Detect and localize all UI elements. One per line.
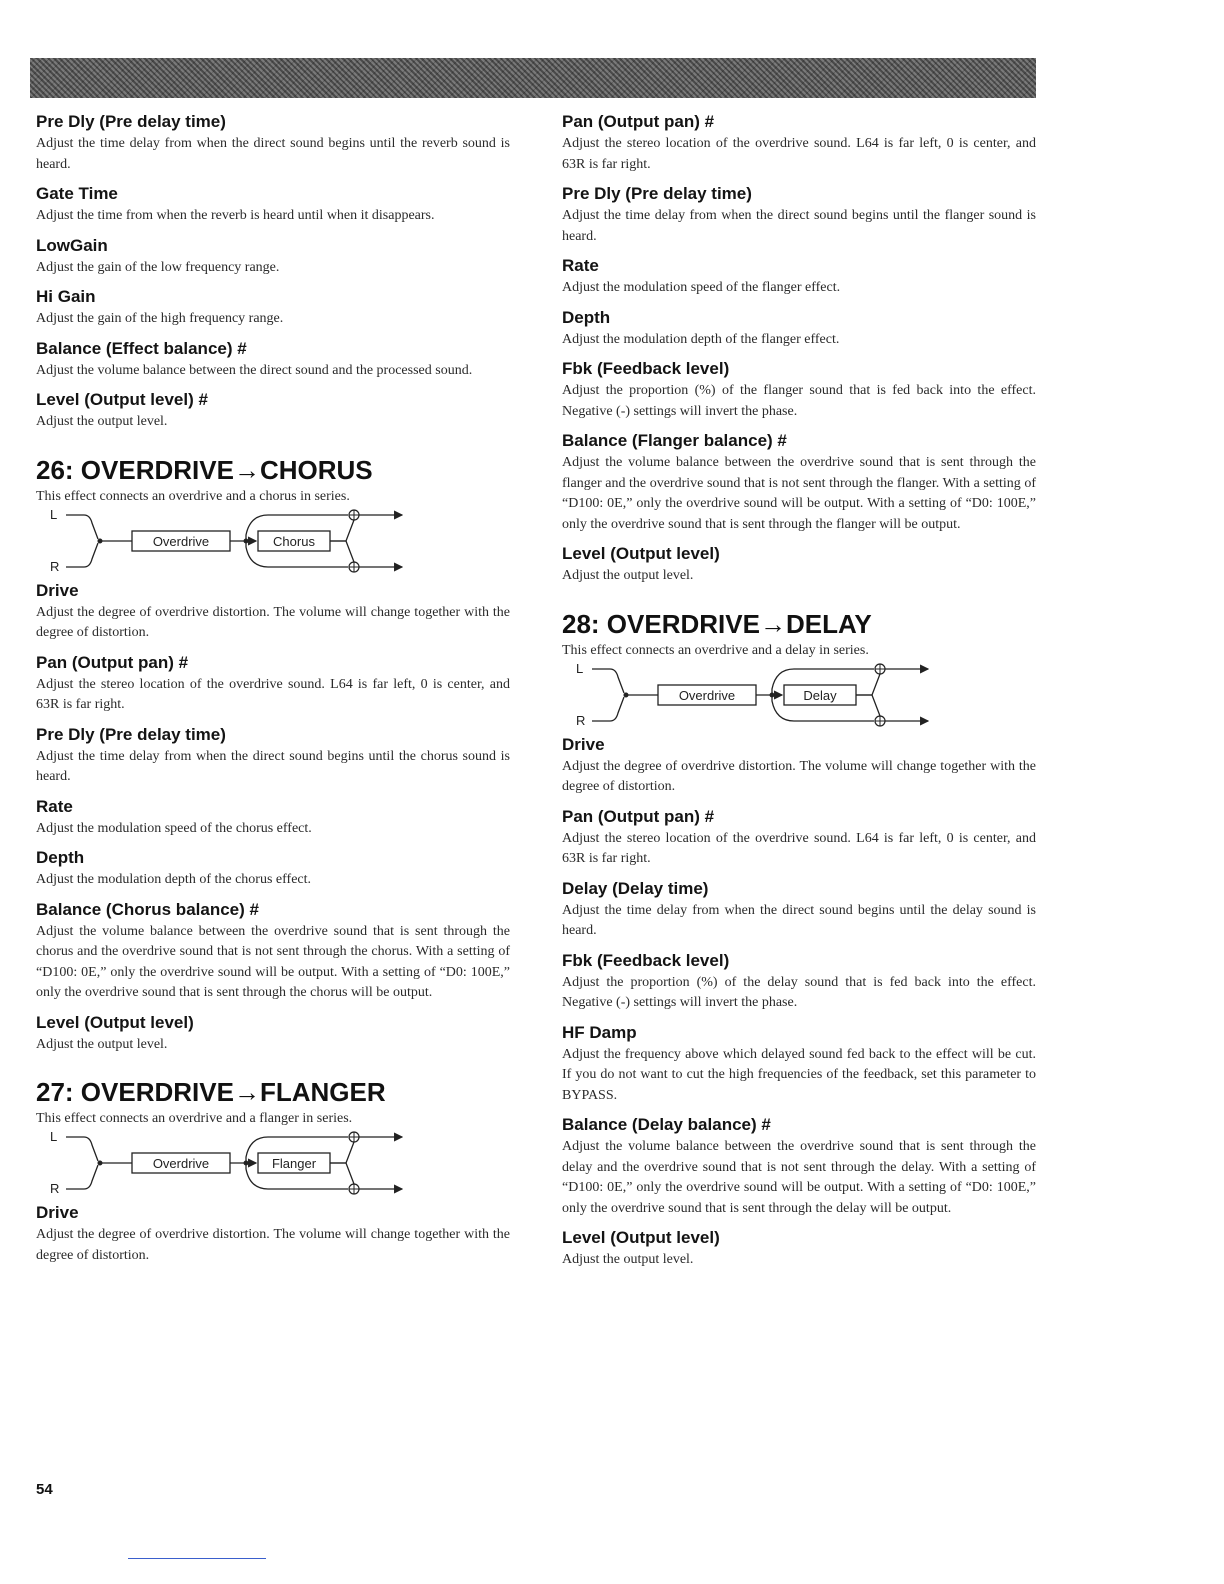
page-number: 54 [36, 1481, 53, 1498]
right-column [562, 112, 1036, 1280]
parameter-entry [36, 653, 510, 716]
parameter-description: Adjust the time delay from when the direct sound begins until the delay sound is heard. [562, 902, 1036, 938]
parameter-entry [562, 184, 1036, 247]
parameter-entry [36, 1013, 510, 1056]
section-intro: This effect connects an overdrive and a chorus in series. [36, 488, 350, 504]
wet-line-right [856, 695, 880, 716]
parameter-name: Fbk (Feedback level) [562, 950, 730, 970]
parameter-entry [36, 339, 510, 382]
parameter-entry [36, 900, 510, 1004]
sum-icon [349, 1184, 359, 1194]
parameter-name: Level (Output level) [562, 1228, 720, 1247]
parameter-name: Level (Output level) [562, 544, 720, 563]
parameter-entry [36, 236, 510, 279]
diagram-slot [562, 663, 1036, 729]
parameter-name: Rate [36, 796, 73, 816]
entry-list [562, 735, 1036, 1271]
block-2-label: Chorus [273, 533, 315, 549]
input-label-right: R [50, 1181, 60, 1196]
parameter-description: Adjust the modulation depth of the flanger effect. [562, 331, 840, 347]
parameter-name: Pre Dly (Pre delay time) [562, 184, 752, 203]
parameter-entry [36, 797, 510, 840]
parameter-entry [562, 951, 1036, 1014]
parameter-description: Adjust the degree of overdrive distortion. The volume will change together with the degree of distortion. [36, 604, 510, 640]
parameter-name: Drive [36, 580, 79, 600]
block-2-label: Delay [803, 687, 837, 703]
parameter-description: Adjust the stereo location of the overdrive sound. L64 is far left, 0 is center, and 63R is far right. [36, 676, 510, 712]
parameter-entry [36, 725, 510, 788]
diagram-slot [36, 1131, 510, 1197]
parameter-name: Pan (Output pan) # [562, 112, 715, 131]
block-1-label: Overdrive [152, 1156, 210, 1171]
entry-list [562, 112, 1036, 587]
input-line-right [592, 697, 624, 721]
parameter-description: Adjust the time from when the reverb is heard until when it disappears. [36, 208, 435, 223]
entry-list [36, 112, 510, 433]
parameter-entry [562, 735, 1036, 798]
parameter-name: Pre Dly (Pre delay time) [36, 112, 226, 131]
signal-flow-diagram [36, 1131, 416, 1197]
parameter-entry [36, 184, 510, 227]
input-label-left: L [50, 508, 58, 522]
parameter-name: Balance (Delay balance) # [562, 1115, 771, 1134]
sum-icon [349, 510, 359, 520]
input-label-right: R [576, 712, 586, 728]
parameter-entry [36, 848, 510, 891]
parameter-entry [562, 544, 1036, 587]
parameter-name: Rate [562, 256, 599, 275]
parameter-description: Adjust the time delay from when the direct sound begins until the flanger sound is heard. [562, 208, 1036, 244]
input-label-left: L [576, 662, 584, 676]
parameter-name: Pan (Output pan) # [562, 806, 715, 826]
left-column [36, 112, 510, 1275]
entry-list [36, 581, 510, 1056]
parameter-description: Adjust the modulation speed of the chorus effect. [36, 820, 312, 836]
parameter-entry [562, 1023, 1036, 1107]
parameter-description: Adjust the degree of overdrive distortion. The volume will change together with the degree of distortion. [36, 1227, 510, 1263]
signal-flow-diagram [36, 509, 416, 575]
parameter-description: Adjust the modulation depth of the chorus effect. [36, 872, 312, 887]
input-line-left [592, 669, 624, 693]
sum-icon [349, 1132, 359, 1142]
block-1-label: Overdrive [678, 687, 736, 703]
parameter-description: Adjust the proportion (%) of the flanger sound that is fed back into the effect. Negative (-) settings will invert the phase. [562, 383, 1036, 419]
block-1-label: Overdrive [152, 533, 210, 549]
diagram-slot [36, 509, 510, 575]
input-line-left [66, 515, 98, 539]
parameter-description: Adjust the volume balance between the overdrive sound that is sent through the flanger and the overdrive sound that is not sent through the flanger. With a setting of “D100: 0E,” only the overdrive sound will be output. With a setting of “D0: 100E,” only the overdrive sound that is sent through the flanger will be output. [562, 455, 1036, 532]
parameter-entry [562, 256, 1036, 299]
input-line-right [66, 1165, 98, 1189]
parameter-entry [562, 1228, 1036, 1271]
parameter-name: Depth [562, 307, 611, 327]
parameter-entry [562, 879, 1036, 942]
parameter-entry [562, 431, 1036, 535]
parameter-description: Adjust the gain of the low frequency range. [36, 259, 280, 275]
parameter-name: Fbk (Feedback level) [562, 359, 730, 378]
parameter-description: Adjust the output level. [562, 1252, 694, 1267]
parameter-description: Adjust the modulation speed of the flanger effect. [562, 280, 841, 295]
parameter-description: Adjust the volume balance between the direct sound and the processed sound. [36, 362, 473, 378]
wet-line-right [330, 541, 354, 562]
parameter-entry [562, 359, 1036, 422]
parameter-name: Balance (Flanger balance) # [562, 431, 787, 450]
input-line-right [66, 543, 98, 567]
parameter-entry [36, 1203, 510, 1266]
entry-list [36, 1203, 510, 1266]
parameter-name: Balance (Chorus balance) # [36, 899, 259, 919]
sum-icon [349, 562, 359, 572]
parameter-name: HF Damp [562, 1022, 637, 1042]
section-28 [562, 609, 1036, 1271]
parameter-name: Depth [36, 848, 85, 867]
input-label-right: R [50, 558, 60, 574]
parameter-name: Pan (Output pan) # [36, 652, 189, 672]
parameter-entry [562, 308, 1036, 351]
parameter-description: Adjust the gain of the high frequency range. [36, 311, 284, 326]
parameter-description: Adjust the output level. [36, 414, 168, 429]
parameter-entry [36, 287, 510, 330]
section-26 [36, 455, 510, 1056]
header-banner [30, 58, 1036, 98]
parameter-description: Adjust the proportion (%) of the delay sound that is fed back into the effect. Negative (-) settings will invert the phase. [562, 974, 1036, 1010]
footer-rule [128, 1558, 266, 1559]
parameter-description: Adjust the time delay from when the direct sound begins until the chorus sound is heard. [36, 748, 510, 784]
parameter-description: Adjust the stereo location of the overdrive sound. L64 is far left, 0 is center, and 63R is far right. [562, 830, 1036, 866]
parameter-description: Adjust the frequency above which delayed sound fed back to the effect will be cut. If you do not want to cut the high frequencies of the feedback, set this parameter to BYPASS. [562, 1046, 1036, 1103]
parameter-entry [36, 112, 510, 175]
parameter-description: Adjust the time delay from when the direct sound begins until the reverb sound is heard. [36, 136, 510, 172]
parameter-description: Adjust the volume balance between the overdrive sound that is sent through the chorus and the overdrive sound that is not sent through the chorus. With a setting of “D100: 0E,” only the overdrive sound will be output. With a setting of “D0: 100E,” only the overdrive sound that is sent through the chorus will be output. [36, 923, 510, 1000]
parameter-name: Drive [562, 734, 605, 754]
section-intro: This effect connects an overdrive and a flanger in series. [36, 1111, 353, 1126]
parameter-name: Level (Output level) # [36, 390, 208, 409]
parameter-name: Pre Dly (Pre delay time) [36, 724, 226, 744]
parameter-description: Adjust the degree of overdrive distortion. The volume will change together with the degree of distortion. [562, 758, 1036, 794]
input-line-left [66, 1137, 98, 1161]
parameter-entry [36, 390, 510, 433]
parameter-entry [562, 112, 1036, 175]
parameter-name: Balance (Effect balance) # [36, 338, 247, 358]
input-label-left: L [50, 1131, 58, 1144]
section-title: 27: OVERDRIVE→FLANGER [36, 1077, 386, 1107]
parameter-description: Adjust the output level. [36, 1036, 168, 1052]
signal-flow-diagram [562, 663, 942, 729]
parameter-name: Gate Time [36, 184, 118, 203]
parameter-description: Adjust the output level. [562, 568, 694, 583]
section-intro: This effect connects an overdrive and a delay in series. [562, 642, 869, 658]
wet-line-left [330, 520, 354, 541]
parameter-name: LowGain [36, 235, 108, 255]
block-2-label: Flanger [271, 1156, 317, 1171]
section-title: 28: OVERDRIVE→DELAY [562, 608, 872, 639]
parameter-entry [562, 1115, 1036, 1219]
wet-line-left [330, 1142, 354, 1163]
parameter-description: Adjust the volume balance between the overdrive sound that is sent through the delay and the overdrive sound that is not sent through the delay. With a setting of “D100: 0E,” only the overdrive sound will be output. With a setting of “D0: 100E,” only the overdrive sound that is sent through the delay will be output. [562, 1139, 1036, 1216]
sum-icon [875, 716, 885, 726]
parameter-name: Drive [36, 1203, 79, 1222]
wet-line-right [330, 1163, 354, 1184]
parameter-name: Hi Gain [36, 287, 96, 306]
sum-icon [875, 664, 885, 674]
parameter-entry [562, 807, 1036, 870]
wet-line-left [856, 674, 880, 695]
section-27 [36, 1077, 510, 1266]
parameter-name: Level (Output level) [36, 1012, 194, 1032]
parameter-entry [36, 581, 510, 644]
section-title: 26: OVERDRIVE→CHORUS [36, 454, 373, 485]
parameter-name: Delay (Delay time) [562, 878, 709, 898]
parameter-description: Adjust the stereo location of the overdrive sound. L64 is far left, 0 is center, and 63R is far right. [562, 136, 1036, 172]
